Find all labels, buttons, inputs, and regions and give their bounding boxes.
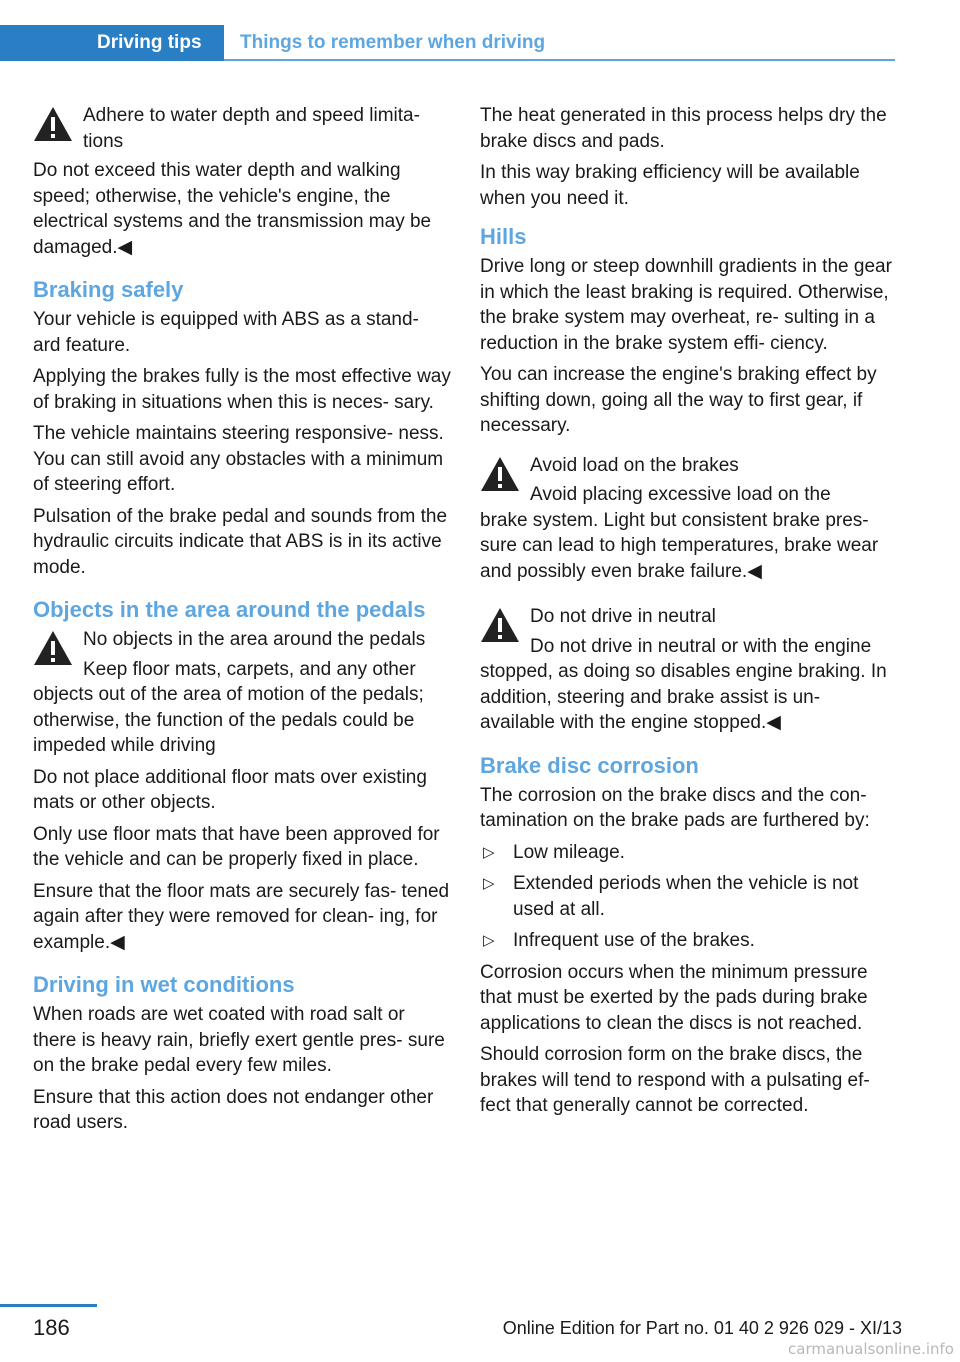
- header-rule: [224, 59, 895, 61]
- warning-body-rest: stopped, as doing so disables engine braking. In addition, steering and brake assist is un‐ available with the engine stopped.◀: [480, 661, 887, 733]
- warning-body: Do not exceed this water depth and walking speed; otherwise, the vehicle's engine, the electrical systems and the transmission may be damaged.◀: [33, 160, 432, 258]
- list-item: ▷ Low mileage.: [480, 840, 898, 866]
- warning-body-first-line: Do not drive in neutral or with the engine: [530, 635, 872, 657]
- page-header: [0, 25, 895, 61]
- triangle-bullet-icon: ▷: [483, 875, 495, 892]
- section-tab: Driving tips: [0, 25, 224, 61]
- heading-objects-pedals: Objects in the area around the pedals: [33, 597, 426, 622]
- paragraph: Your vehicle is equipped with ABS as a stand‐ ard feature.: [33, 309, 419, 356]
- chapter-title: Things to remember when driving: [240, 32, 546, 53]
- paragraph: You can increase the engine's braking effect by shifting down, going all the way to first gear, if necessary.: [480, 364, 877, 436]
- warning-title: Do not drive in neutral: [530, 606, 716, 627]
- warning-water-depth: [33, 103, 451, 260]
- warning-body-rest: objects out of the area of motion of the pedals; otherwise, the function of the pedals could be impeded while driving: [33, 684, 424, 756]
- edition-note: Online Edition for Part no. 01 40 2 926 029 - XI/13: [502, 1318, 902, 1338]
- paragraph: Pulsation of the brake pedal and sounds from the hydraulic circuits indicate that ABS is in its active mode.: [33, 505, 448, 578]
- paragraph: Corrosion occurs when the minimum pressure that must be exerted by the pads during brake applications to clean the discs is not reached.: [480, 961, 868, 1034]
- heading-hills: Hills: [480, 224, 527, 249]
- warning-title: Adhere to water depth and speed limita‐ tions: [83, 105, 420, 152]
- warning-brake-load: [480, 453, 898, 585]
- footer-rule: [0, 1304, 97, 1307]
- paragraph: When roads are wet coated with road salt or there is heavy rain, briefly exert gentle pres‐ sure on the brake pedal every few miles.: [33, 1004, 445, 1076]
- paragraph: Only use floor mats that have been approved for the vehicle and can be properly fixed in place.: [33, 823, 440, 870]
- warning-body-first-line: Keep floor mats, carpets, and any other: [83, 658, 416, 680]
- list-item: ▷ Extended periods when the vehicle is not used at all.: [483, 873, 859, 920]
- warning-icon: [33, 106, 73, 142]
- page-number: 186: [33, 1315, 70, 1340]
- heading-braking-safely: Braking safely: [33, 277, 184, 302]
- triangle-bullet-icon: ▷: [483, 843, 495, 861]
- right-column: [480, 103, 898, 1125]
- warning-pedals: [33, 627, 451, 759]
- warning-body-first-line: Avoid placing excessive load on the: [530, 484, 831, 505]
- paragraph: In this way braking efficiency will be available when you need it.: [480, 162, 860, 209]
- paragraph: Ensure that the floor mats are securely fas‐ tened again after they were removed for clean‐ ing, for example.◀: [33, 880, 450, 953]
- bullet-list: [480, 840, 898, 954]
- watermark: carmanualsonline.info: [788, 1340, 954, 1358]
- warning-title: Avoid load on the brakes: [530, 454, 739, 476]
- warning-icon: [480, 607, 520, 643]
- paragraph: Drive long or steep downhill gradients in the gear in which the least braking is required. Otherwise, the brake system may overheat, re‐ sulting in a reduction in the brake system effi‐ ciency.: [480, 256, 892, 354]
- paragraph: Ensure that this action does not endanger other road users.: [33, 1086, 434, 1133]
- left-column: [33, 103, 451, 1142]
- warning-neutral: [480, 604, 898, 736]
- warning-icon: [480, 456, 520, 492]
- paragraph: Should corrosion form on the brake discs, the brakes will tend to respond with a pulsating ef‐ fect that generally cannot be corrected.: [480, 1044, 870, 1116]
- list-item: ▷ Infrequent use of the brakes.: [480, 928, 898, 954]
- heading-wet-conditions: Driving in wet conditions: [33, 972, 295, 997]
- triangle-bullet-icon: ▷: [483, 932, 495, 949]
- warning-body-rest: brake system. Light but consistent brake pres‐ sure can lead to high temperatures, brake wear and possibly even brake failure.◀: [480, 509, 879, 582]
- paragraph: The heat generated in this process helps dry the brake discs and pads.: [480, 105, 887, 152]
- paragraph: Applying the brakes fully is the most effective way of braking in situations when this is neces‐ sary.: [33, 366, 451, 413]
- heading-brake-disc-corrosion: Brake disc corrosion: [480, 752, 699, 778]
- warning-icon: [33, 630, 73, 666]
- warning-title: No objects in the area around the pedals: [83, 629, 426, 650]
- paragraph: The corrosion on the brake discs and the con‐ tamination on the brake pads are furthered by:: [480, 784, 870, 831]
- warning-body: [480, 482, 898, 584]
- paragraph: Do not place additional floor mats over existing mats or other objects.: [33, 766, 427, 813]
- paragraph: The vehicle maintains steering responsive‐ ness. You can still avoid any obstacles with a minimum of steering effort.: [33, 423, 444, 495]
- warning-body: [33, 657, 451, 759]
- warning-body: [480, 634, 898, 736]
